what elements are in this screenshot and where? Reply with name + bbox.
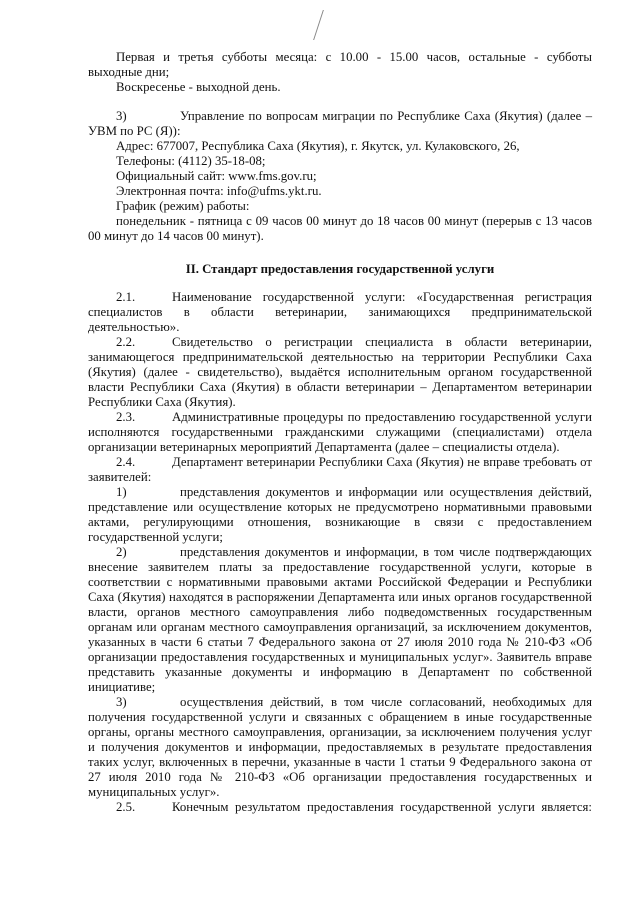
- text-line: организации предоставления государственных и муниципальных услуг». Заявитель вправе: [88, 650, 592, 664]
- text-line: указанных в части 6 статьи 7 Федерального закона от 27 июля 2010 года № 210-ФЗ «Об: [88, 635, 592, 649]
- text-line: представление или осуществление которых не предусмотрено нормативными правовыми: [88, 500, 592, 514]
- pen-mark: [313, 10, 334, 40]
- text-line: органы, органы местного самоуправления, организации, за исключением получения услуг: [88, 725, 592, 739]
- text-line: заявителей:: [88, 470, 152, 484]
- list-item-1: 1) представления документов и информации или осуществления действий,: [116, 485, 592, 499]
- paragraph-2-1: 2.1. Наименование государственной услуги: «Государственная регистрация: [116, 290, 592, 304]
- text-line: исполняются государственными гражданскими служащими (специалистами) отдела: [88, 425, 592, 439]
- text-line: Республики Саха (Якутия).: [88, 395, 236, 409]
- text-line: власти Республики Саха (Якутия) в области ветеринарии – Департаментом ветеринарии: [88, 380, 592, 394]
- text-line: инициативе;: [88, 680, 156, 694]
- uvm-email: Электронная почта: info@ufms.ykt.ru.: [116, 184, 322, 198]
- text-line: внесение заявителем платы за предоставление государственной услуги, которые в: [88, 560, 592, 574]
- text-line: таких услуг, включенных в перечни, указанные в части 1 статьи 9 Федерального закона от: [88, 755, 592, 769]
- uvm-title: 3) Управление по вопросам миграции по Республике Саха (Якутия) (далее –: [116, 109, 592, 123]
- text-line: органам или органам местного самоуправления организаций, за исключением документов,: [88, 620, 592, 634]
- text-line: и получения документов и информации, предоставляемых в результате предоставления: [88, 740, 592, 754]
- text-line: выходные дни;: [88, 65, 170, 79]
- paragraph-2-5: 2.5. Конечным результатом предоставления государственной услуги является:: [116, 800, 592, 814]
- text-line: организации ветеринарных мероприятий Департамента (далее – специалисты отдела).: [88, 440, 560, 454]
- list-item-2: 2) представления документов и информации, в том числе подтверждающих: [116, 545, 592, 559]
- text-line: специалистов в области ветеринарии, занимающихся предпринимательской: [88, 305, 592, 319]
- uvm-schedule: График (режим) работы:: [116, 199, 250, 213]
- uvm-phones: Телефоны: (4112) 35-18-08;: [116, 154, 266, 168]
- text-line: 00 минут до 14 часов 00 минут).: [88, 229, 264, 243]
- text-line: Саха (Якутия) находятся в распоряжении Департамента или иных органов государственной: [88, 590, 592, 604]
- paragraph-2-4: 2.4. Департамент ветеринарии Республики Саха (Якутия) не вправе требовать от: [116, 455, 592, 469]
- paragraph-2-2: 2.2. Свидетельство о регистрации специалиста в области ветеринарии,: [116, 335, 592, 349]
- text-line: государственной услуги;: [88, 530, 223, 544]
- text-line: представить указанные документы и информацию в Департамент по собственной: [88, 665, 592, 679]
- uvm-hours: понедельник - пятница с 09 часов 00 минут до 18 часов 00 минут (перерыв с 13 часов: [116, 214, 592, 228]
- text-line: власти, органов местного самоуправления либо подведомственных государственным: [88, 605, 592, 619]
- list-number: 3): [116, 109, 127, 123]
- text-line: получения государственной услуги и связанных с обращением в иные государственные: [88, 710, 592, 724]
- text-line: соответствии с нормативными правовыми актами Российской Федерации и Республики: [88, 575, 592, 589]
- text-line: занимающегося предпринимательской деятельностью на территории Республики Саха: [88, 350, 592, 364]
- text-line: Первая и третья субботы месяца: с 10.00 - 15.00 часов, остальные - субботы: [116, 50, 592, 64]
- text-line: 27 июля 2010 года № 210-ФЗ «Об организации предоставления государственных и: [88, 770, 592, 784]
- uvm-address: Адрес: 677007, Республика Саха (Якутия), г. Якутск, ул. Кулаковского, 26,: [116, 139, 520, 153]
- list-item-3: 3) осуществления действий, в том числе согласований, необходимых для: [116, 695, 592, 709]
- section-title: II. Стандарт предоставления государственной услуги: [185, 262, 495, 276]
- text-line: (Якутия) (далее - свидетельство), выдаётся исполнительным органом государственной: [88, 365, 592, 379]
- text-line: УВМ по РС (Я)):: [88, 124, 181, 138]
- document-page: [88, 50, 592, 815]
- text-line: Воскресенье - выходной день.: [116, 80, 281, 94]
- text-line: муниципальных услуг».: [88, 785, 220, 799]
- uvm-site: Официальный сайт: www.fms.gov.ru;: [116, 169, 317, 183]
- text-line: деятельностью».: [88, 320, 180, 334]
- paragraph-2-3: 2.3. Административные процедуры по предоставлению государственной услуги: [116, 410, 592, 424]
- text-line: актами, регулирующими отношения, возникающие в связи с предоставлением: [88, 515, 592, 529]
